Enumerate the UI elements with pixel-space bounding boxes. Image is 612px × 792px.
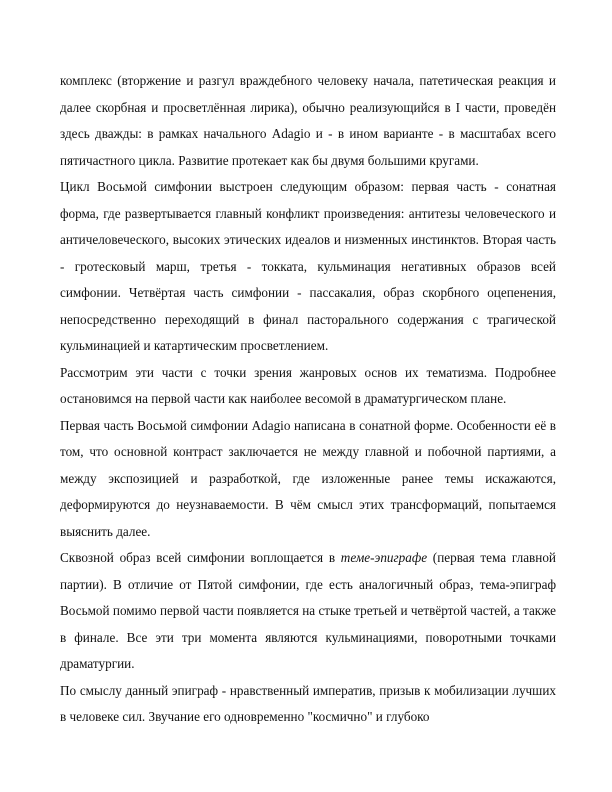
paragraph-4	[60, 413, 556, 546]
paragraph-5-text-start: Сквозной образ всей симфонии воплощается в	[60, 550, 341, 565]
paragraph-5	[60, 545, 556, 678]
theme-epigraph-term: теме-эпиграфе	[340, 550, 428, 565]
paragraph-2	[60, 174, 556, 360]
paragraph-3-text: Рассмотрим эти части с точки зрения жанровых основ их тематизма. Подробнее остановимся на первой части как наиболее весомой в драматургическом плане.	[60, 364, 556, 406]
paragraph-2-text: Цикл Восьмой симфонии выстроен следующим образом: первая часть - сонатная форма, где развертывается главный конфликт произведения: антитезы человеческого и античеловеческого, высоких этических идеалов и низменных инстинктов. Вторая часть - гротесковый марш, третья - токката, кульминация негативных образов всей симфонии. Четвёртая часть симфонии - пассакалия, образ скорбного оцепенения, непосредственно переходящий в финал пасторального содержания с трагической кульминацией и катартическим просветлением.	[60, 179, 556, 353]
paragraph-5-text-end: (первая тема главной партии). В отличие от Пятой симфонии, где есть аналогичный образ, тема-эпиграф Восьмой помимо первой части появляется на стыке третьей и четвёртой частей, а также в финале. Все эти три момента являются кульминациями, поворотными точками драматургии.	[60, 550, 556, 671]
paragraph-1	[60, 68, 556, 174]
paragraph-4-text: Первая часть Восьмой симфонии Adagio написана в сонатной форме. Особенности её в том, что основной контраст заключается не между главной и побочной партиями, а между экспозицией и разработкой, где изложенные ранее темы искажаются, деформируются до неузнаваемости. В чём смысл этих трансформаций, попытаемся выяснить далее.	[60, 417, 556, 539]
paragraph-6	[60, 678, 556, 731]
paragraph-1-text: комплекс (вторжение и разгул враждебного человеку начала, патетическая реакция и далее скорбная и просветлённая лирика), обычно реализующийся в I части, проведён здесь дважды: в рамках начального Adagio и - в ином варианте - в масштабах всего пятичастного цикла. Развитие протекает как бы двумя большими кругами.	[60, 73, 556, 168]
paragraph-6-text: По смыслу данный эпиграф - нравственный императив, призыв к мобилизации лучших в человеке сил. Звучание его одновременно "космично" и глубоко	[60, 682, 556, 724]
paragraph-3	[60, 360, 556, 413]
body-text	[60, 68, 556, 731]
